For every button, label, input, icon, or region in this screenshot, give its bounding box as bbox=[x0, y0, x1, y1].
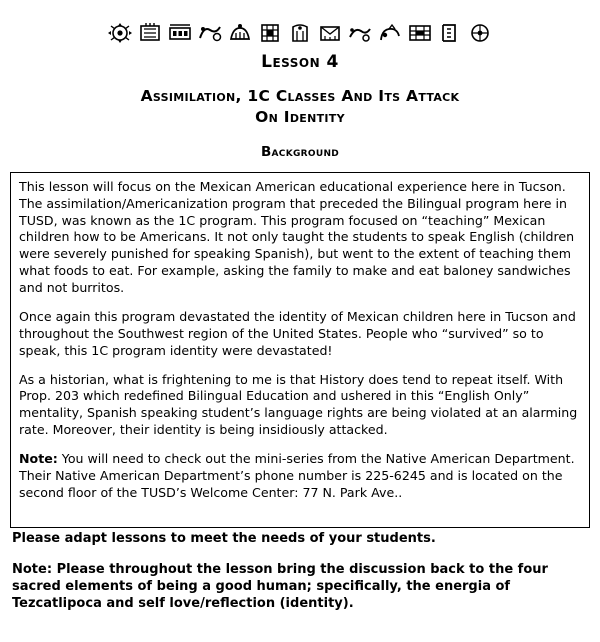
closing-paragraph-2: Note: Please throughout the lesson bring the discussion back to the four sacred elements of being a good human; specifically, the energia of Tezcatlipoca and self love/reflection (identity). bbox=[12, 562, 548, 612]
body-paragraph-2: Once again this program devastated the identity of Mexican children here in Tucson and throughout the Southwest region of the United States. People who “survived” so to speak, this 1C program identity were devastated! bbox=[19, 308, 576, 358]
aztec-glyph-5 bbox=[227, 22, 253, 44]
section-heading-background: Background bbox=[260, 143, 340, 160]
document-page bbox=[0, 10, 600, 642]
body-paragraph-1: This lesson will focus on the Mexican American educational experience here in Tucson. The assimilation/Americanization program that preceded the Bilingual program here in TUSD, was known as the 1C program. This program focused on “teaching” Mexican children how to be Americans. It not only taught the students to speak English (children were severely punished for speaking Spanish), but went to the extent of teaching them what foods to eat. For example, asking the family to make and eat baloney sandwiches and not burritos. bbox=[19, 178, 575, 296]
aztec-glyph-band bbox=[0, 10, 600, 44]
aztec-glyph-9 bbox=[347, 22, 373, 44]
aztec-glyph-10 bbox=[377, 22, 403, 44]
aztec-glyph-11 bbox=[407, 22, 433, 44]
closing-paragraph-1: Please adapt lessons to meet the needs of your students. bbox=[12, 530, 436, 546]
lesson-subtitle bbox=[0, 86, 600, 128]
body-note-paragraph bbox=[19, 451, 581, 502]
aztec-glyph-3 bbox=[167, 22, 193, 44]
note-label: Note: bbox=[19, 451, 58, 467]
aztec-glyph-1 bbox=[107, 22, 133, 44]
lesson-body-box bbox=[10, 172, 590, 528]
closing-notes bbox=[12, 530, 590, 613]
aztec-glyph-8 bbox=[317, 22, 343, 44]
subtitle-line-2: On Identity bbox=[255, 107, 345, 126]
aztec-glyph-13 bbox=[467, 22, 493, 44]
aztec-glyph-12 bbox=[437, 22, 463, 44]
aztec-glyph-6 bbox=[257, 22, 283, 44]
aztec-glyph-2 bbox=[137, 22, 163, 44]
aztec-glyph-4 bbox=[197, 22, 223, 44]
aztec-glyph-7 bbox=[287, 22, 313, 44]
body-paragraph-3: As a historian, what is frightening to me is that History does tend to repeat itself. With Prop. 203 which redefined Bilingual Education and ushered in this “English Only” mentality, Spanish speaking student’s language rights are being violated at an alarming rate. Moreover, their identity is being insidiously attacked. bbox=[19, 371, 578, 438]
lesson-title: Lesson 4 bbox=[261, 52, 339, 72]
note-text: You will need to check out the mini-series from the Native American Department. Their Native American Department’s phone number is 225-6245 and is located on the second floor of the TUSD’s Welcome Center: 77 N. Park Ave.. bbox=[19, 451, 575, 500]
subtitle-line-1: Assimilation, 1C Classes And Its Attack bbox=[140, 87, 460, 105]
